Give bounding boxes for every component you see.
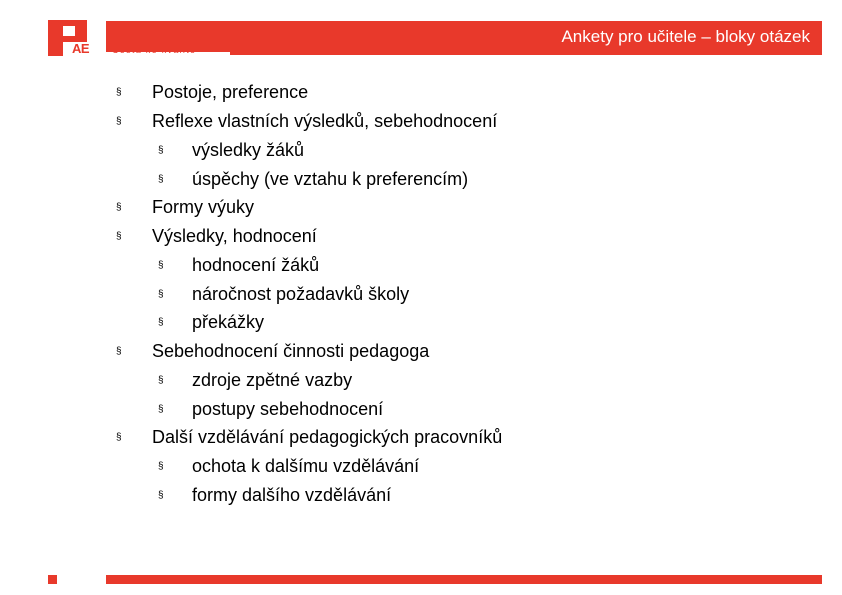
bullet-icon: § [158,289,164,300]
list-item-label: formy dalšího vzdělávání [192,485,392,505]
bullet-icon: § [116,87,122,98]
list-item-label: postupy sebehodnocení [192,399,384,419]
list-item-label: úspěchy (ve vztahu k preferencím) [192,169,469,189]
bullet-icon: § [158,490,164,501]
bullet-icon: § [116,116,122,127]
logo-letters: AE [72,41,90,56]
page-title: Ankety pro učitele – bloky otázek [561,27,810,46]
list-item-label: překážky [192,312,265,332]
list-item-label: Další vzdělávání pedagogických pracovníků [152,427,503,447]
footer-square [48,575,57,584]
bullet-icon: § [116,202,122,213]
brand-logo [48,20,100,56]
bullet-icon: § [158,461,164,472]
list-item-label: ochota k dalšímu vzdělávání [192,456,420,476]
list-item-label: zdroje zpětné vazby [192,370,353,390]
bullet-icon: § [158,404,164,415]
list-item-label: Sebehodnocení činnosti pedagoga [152,341,430,361]
bullet-icon: § [158,317,164,328]
list-item-label: Postoje, preference [152,82,309,102]
bullet-icon: § [116,231,122,242]
header-underline [230,52,822,55]
list-item-label: Výsledky, hodnocení [152,226,317,246]
bullet-icon: § [158,260,164,271]
logo-p-counter [63,26,75,36]
bullet-icon: § [158,375,164,386]
logo-p-stem [48,20,63,56]
bullet-icon: § [116,346,122,357]
bullet-icon: § [158,174,164,185]
list-item-label: Reflexe vlastních výsledků, sebehodnocení [152,111,498,131]
bullet-icon: § [158,145,164,156]
list-item-label: Formy výuky [152,197,255,217]
list-item-label: náročnost požadavků školy [192,284,410,304]
header-bar [106,21,822,52]
list-item-label: hodnocení žáků [192,255,320,275]
list-item-label: výsledky žáků [192,140,305,160]
footer-bar [106,575,822,584]
bullet-icon: § [116,432,122,443]
